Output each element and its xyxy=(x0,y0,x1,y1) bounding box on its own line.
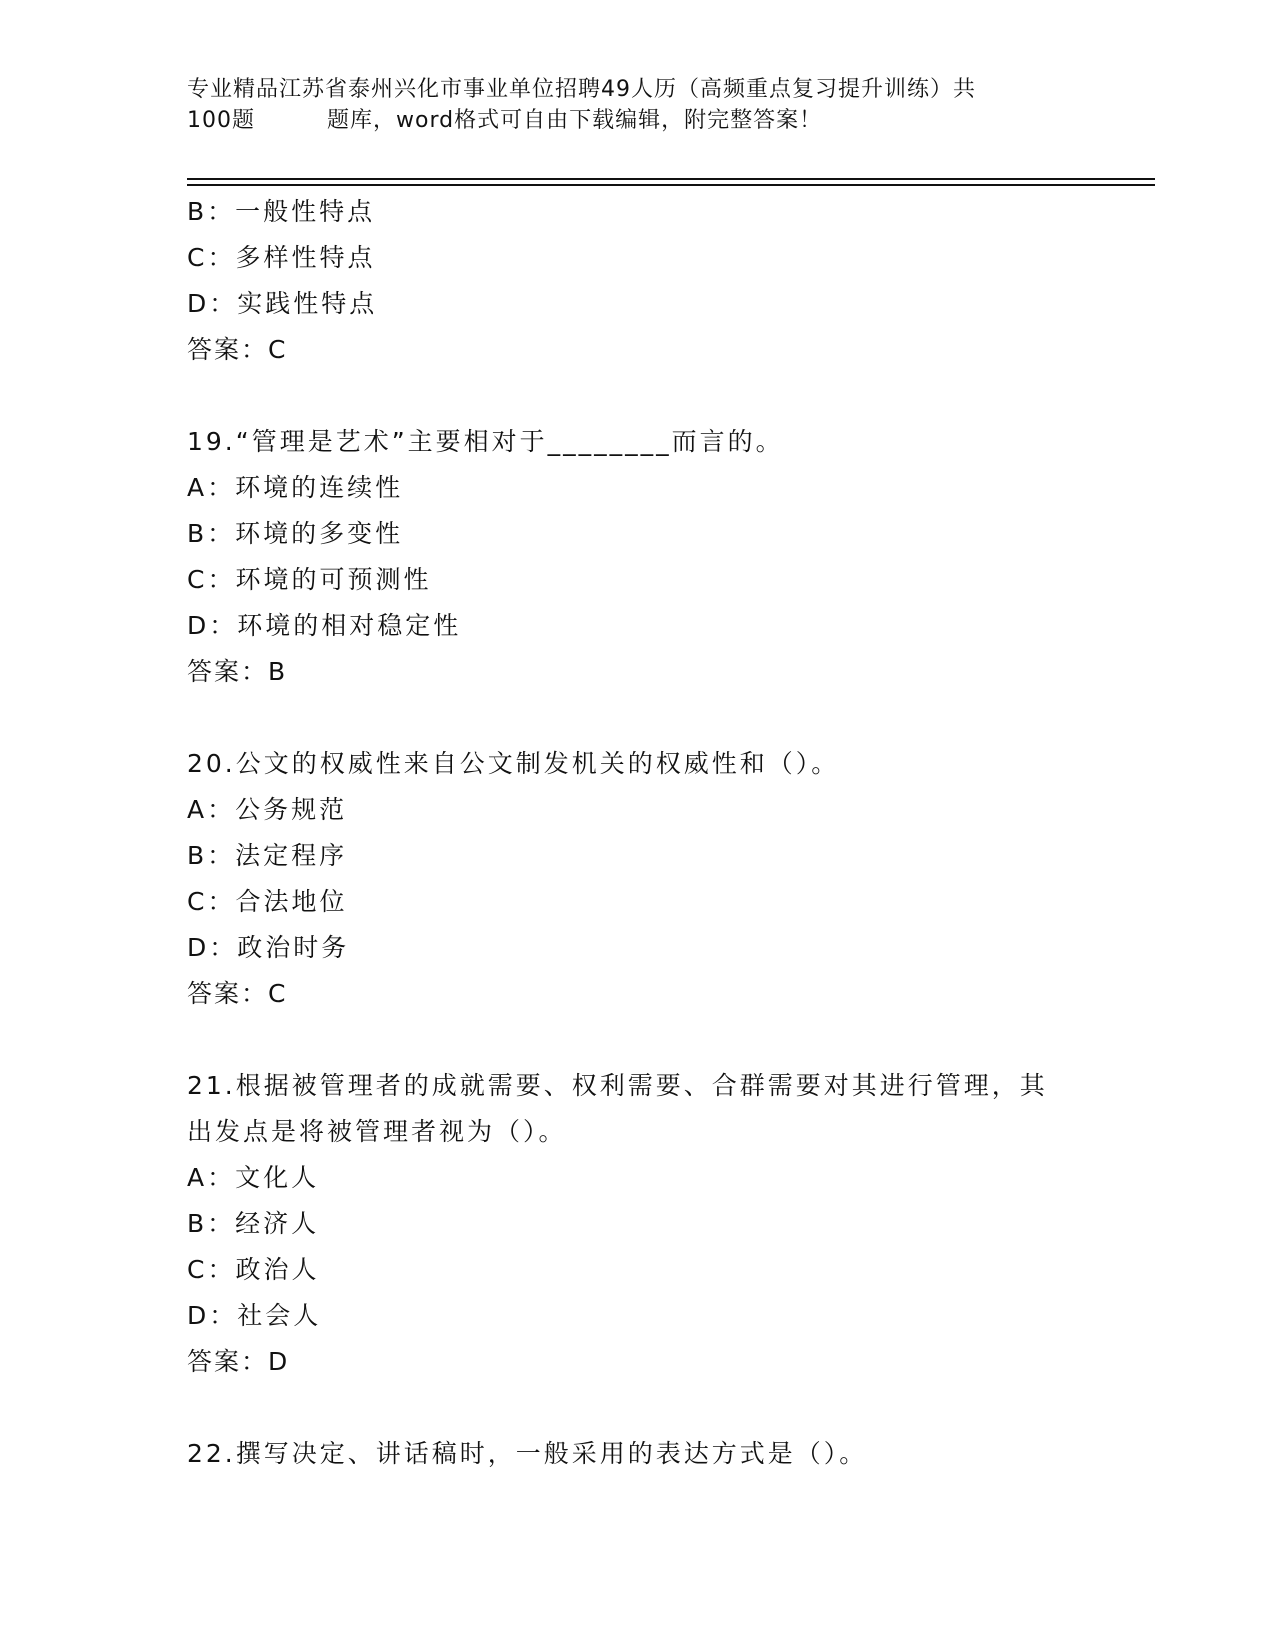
option-b: B：法定程序 xyxy=(187,841,348,870)
question-stem: 20.公文的权威性来自公文制发机关的权威性和（）。 xyxy=(187,749,840,778)
answer: 答案：D xyxy=(187,1347,290,1376)
option-c: C：合法地位 xyxy=(187,887,348,916)
document-header xyxy=(187,74,1087,136)
question-20 xyxy=(187,741,1087,1017)
option-b: B：经济人 xyxy=(187,1209,320,1238)
option-b: B：一般性特点 xyxy=(187,197,376,226)
option-d: D：环境的相对稳定性 xyxy=(187,611,462,640)
question-spacer xyxy=(187,373,1087,419)
option-d: D：社会人 xyxy=(187,1301,322,1330)
question-18-tail xyxy=(187,189,1087,373)
option-a: A：环境的连续性 xyxy=(187,473,404,502)
option-c: C：政治人 xyxy=(187,1255,320,1284)
header-divider-bottom xyxy=(187,184,1155,186)
option-a: A：文化人 xyxy=(187,1163,320,1192)
question-content xyxy=(187,189,1087,1477)
question-stem-line-2: 出发点是将被管理者视为（）。 xyxy=(187,1117,567,1146)
header-divider-top xyxy=(187,178,1155,180)
option-b: B：环境的多变性 xyxy=(187,519,404,548)
question-stem: 19.“管理是艺术”主要相对于________而言的。 xyxy=(187,427,784,456)
header-title-line-2 xyxy=(187,105,1087,136)
question-stem: 22.撰写决定、讲话稿时，一般采用的表达方式是（）。 xyxy=(187,1439,868,1468)
question-21 xyxy=(187,1063,1087,1385)
option-d: D：政治时务 xyxy=(187,933,350,962)
question-spacer xyxy=(187,1017,1087,1063)
answer: 答案：C xyxy=(187,979,288,1008)
option-a: A：公务规范 xyxy=(187,795,348,824)
question-stem-line-1: 21.根据被管理者的成就需要、权利需要、合群需要对其进行管理，其 xyxy=(187,1071,1048,1100)
header-title-line-1: 专业精品江苏省泰州兴化市事业单位招聘49人历（高频重点复习提升训练）共 xyxy=(187,77,976,102)
header-title-continuation: 题库，word格式可自由下载编辑，附完整答案！ xyxy=(327,108,823,133)
question-22 xyxy=(187,1431,1087,1477)
question-spacer xyxy=(187,695,1087,741)
option-d: D：实践性特点 xyxy=(187,289,378,318)
option-c: C：环境的可预测性 xyxy=(187,565,432,594)
answer: 答案：C xyxy=(187,335,288,364)
header-question-count: 100题 xyxy=(187,108,255,133)
option-c: C：多样性特点 xyxy=(187,243,376,272)
answer: 答案：B xyxy=(187,657,288,686)
question-19 xyxy=(187,419,1087,695)
question-spacer xyxy=(187,1385,1087,1431)
